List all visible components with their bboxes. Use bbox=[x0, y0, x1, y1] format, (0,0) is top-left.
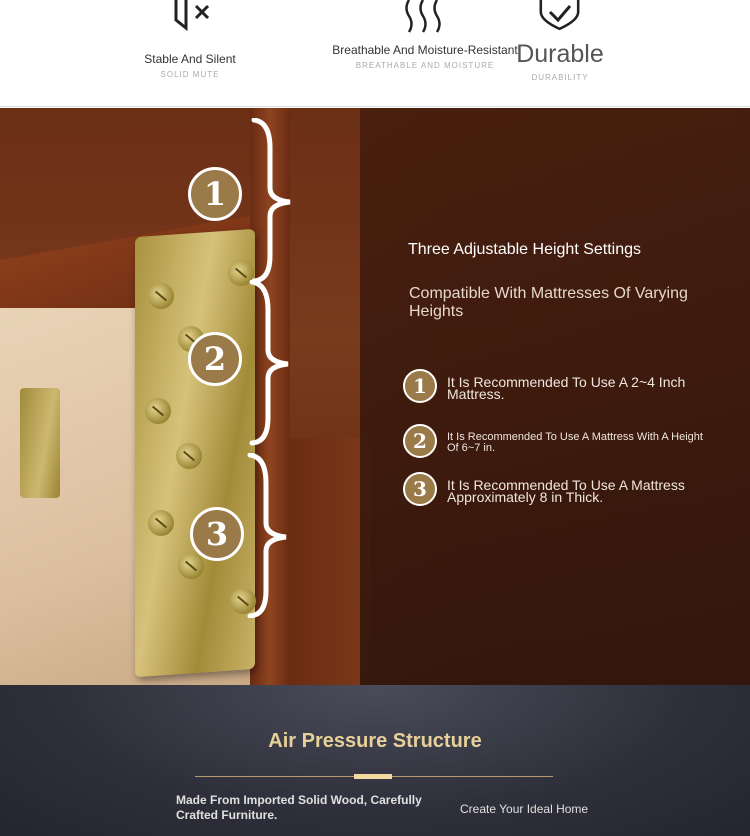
bottom-banner bbox=[0, 685, 750, 836]
feature-breathable bbox=[325, 0, 525, 70]
banner-title: Air Pressure Structure bbox=[268, 730, 482, 752]
steam-waves-icon bbox=[395, 0, 455, 36]
bed-side-rail bbox=[290, 438, 370, 685]
feature-sublabel: SOLID MUTE bbox=[160, 70, 220, 79]
section-subtitle: Compatible With Mattresses Of Varying Heights bbox=[409, 285, 688, 320]
brace-2 bbox=[246, 280, 296, 446]
feature-strip bbox=[0, 0, 750, 107]
feature-label: Breathable And Moisture-Resistant bbox=[332, 43, 518, 57]
feature-sublabel: BREATHABLE AND MOISTURE bbox=[355, 61, 495, 70]
divider-accent bbox=[354, 774, 392, 779]
feature-label: Durable bbox=[516, 40, 604, 68]
height-marker-2: 2 bbox=[188, 332, 242, 386]
number-badge: 1 bbox=[403, 369, 437, 403]
height-marker-1: 1 bbox=[188, 167, 242, 221]
feature-stable-silent bbox=[130, 0, 250, 79]
small-bracket bbox=[20, 388, 60, 498]
brace-3 bbox=[244, 453, 294, 618]
banner-tagline: Create Your Ideal Home bbox=[460, 802, 589, 816]
feature-label: Stable And Silent bbox=[144, 52, 236, 66]
height-option-text: It Is Recommended To Use A Mattress Approximately 8 in Thick. bbox=[447, 477, 685, 505]
screw bbox=[145, 398, 171, 424]
brace-1 bbox=[248, 118, 298, 283]
screw bbox=[178, 553, 204, 579]
number-badge: 2 bbox=[403, 424, 437, 458]
section-title: Three Adjustable Height Settings bbox=[408, 241, 642, 258]
speaker-mute-icon bbox=[160, 0, 220, 32]
height-option-text: It Is Recommended To Use A Mattress With A Height Of 6~7 in. bbox=[447, 431, 703, 454]
banner-description: Made From Imported Solid Wood, Carefully Crafted Furniture. bbox=[176, 793, 422, 822]
feature-durable bbox=[505, 0, 615, 82]
feature-sublabel: DURABILITY bbox=[531, 73, 589, 82]
screw bbox=[148, 510, 174, 536]
screw bbox=[148, 283, 174, 309]
bed-frame-photo bbox=[0, 108, 750, 685]
height-marker-3: 3 bbox=[190, 507, 244, 561]
shield-check-icon bbox=[530, 0, 590, 36]
screw bbox=[176, 443, 202, 469]
height-option-text: It Is Recommended To Use A 2~4 Inch Mattress. bbox=[447, 374, 686, 402]
number-badge: 3 bbox=[403, 472, 437, 506]
